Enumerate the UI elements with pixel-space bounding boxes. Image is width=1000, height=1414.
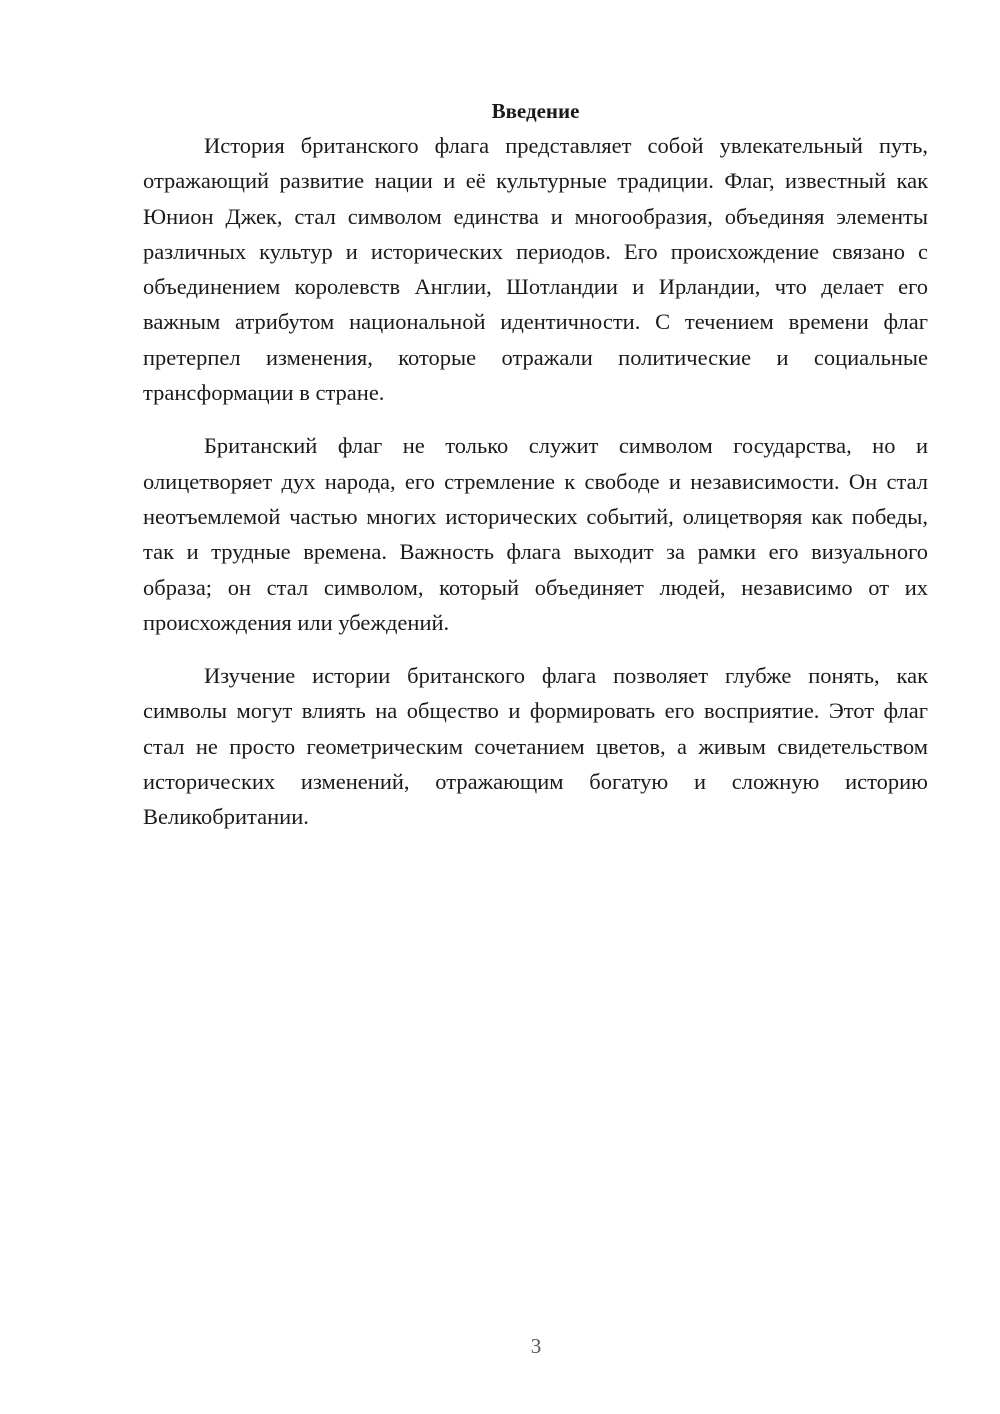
paragraph-1: История британского флага представляет собой увлекательный путь, отражающий развитие нации и её культурные традиции. Флаг, известный как Юнион Джек, стал символом единства и многообразия, объединяя элементы различных культур и исторических периодов. Его происхождение связано с объединением королевств Англии, Шотландии и Ирландии, что делает его важным атрибутом национальной идентичности. С течением времени флаг претерпел изменения, которые отражали политические и социальные трансформации в стране. (143, 133, 928, 406)
paragraph-3: Изучение истории британского флага позволяет глубже понять, как символы могут влиять на общество и формировать его восприятие. Этот флаг стал не просто геометрическим сочетанием цветов, а живым свидетельством исторических изменений, отражающим богатую и сложную историю Великобритании. (143, 663, 928, 830)
page-number: 3 (530, 1334, 542, 1358)
section-heading: Введение (491, 99, 580, 123)
page-content (143, 96, 928, 853)
paragraph-2: Британский флаг не только служит символом государства, но и олицетворяет дух народа, его стремление к свободе и независимости. Он стал неотъемлемой частью многих исторических событий, олицетворяя как победы, так и трудные времена. Важность флага выходит за рамки его визуального образа; он стал символом, который объединяет людей, независимо от их происхождения или убеждений. (143, 433, 928, 635)
